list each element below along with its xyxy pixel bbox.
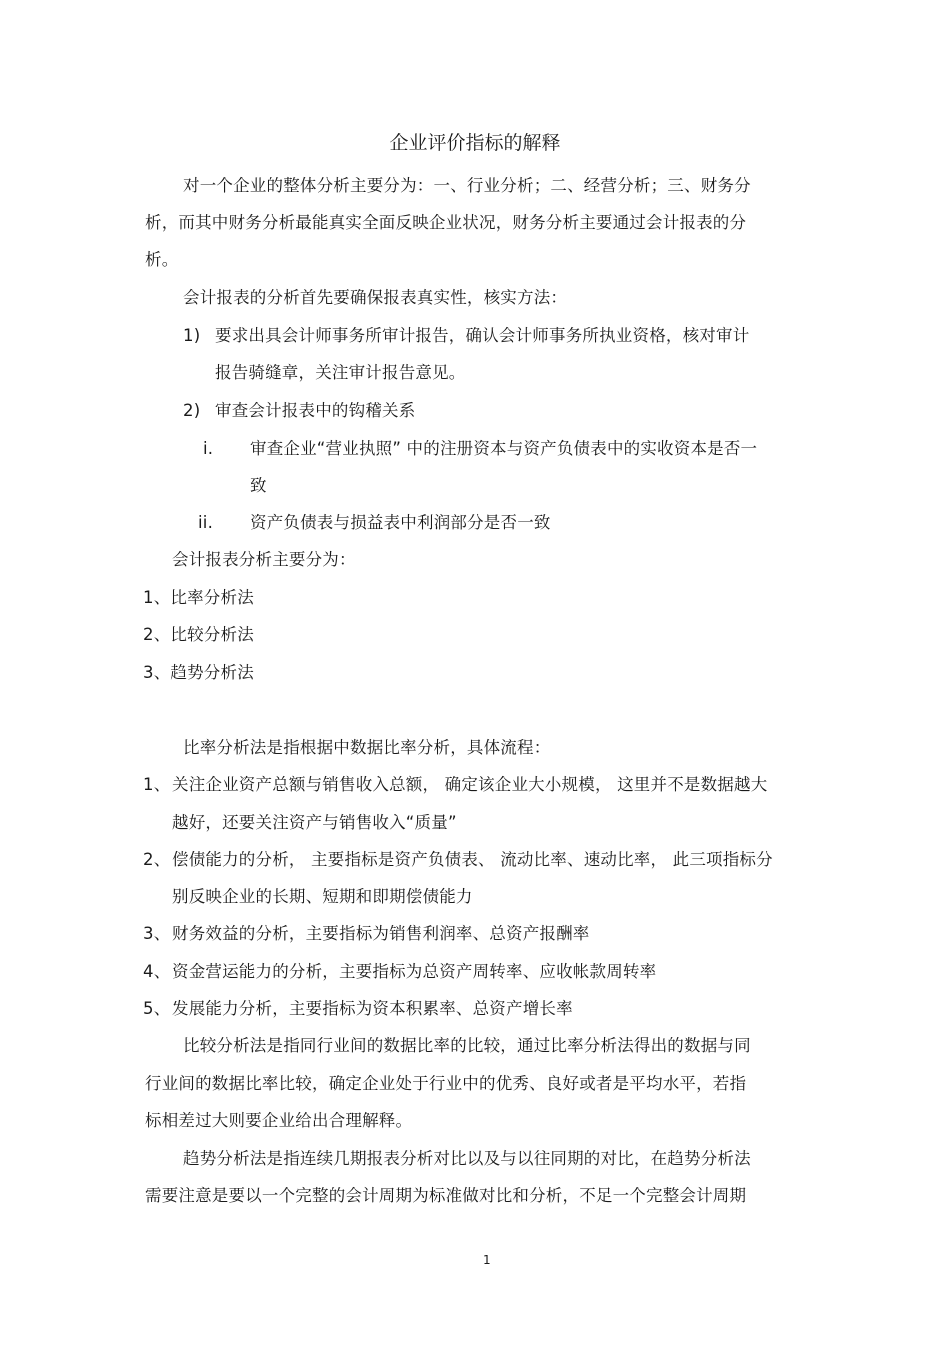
ratio-heading: 比率分析法是指根据中数据比率分析，具体流程： (183, 738, 551, 757)
intro-line-2: 析，而其中财务分析最能真实全面反映企业状况，财务分析主要通过会计报表的分 (145, 213, 747, 232)
ratio-item-4-number: 4、 (143, 962, 171, 981)
verify-item-2-line-1: 审查会计报表中的钩稽关系 (215, 401, 416, 420)
sub-item-2-line-1: 资产负债表与损益表中利润部分是否一致 (250, 513, 551, 532)
compare-line-1: 比较分析法是指同行业间的数据比率的比较，通过比率分析法得出的数据与同 (183, 1036, 751, 1055)
verify-item-1-line-1: 要求出具会计师事务所审计报告，确认会计师事务所执业资格，核对审计 (215, 326, 750, 345)
method-item-1: 1、比率分析法 (143, 588, 254, 607)
ratio-item-1-line-2: 越好，还要关注资产与销售收入“质量” (172, 813, 457, 832)
ratio-item-2-line-1: 偿债能力的分析， 主要指标是资产负债表、 流动比率、速动比率， 此三项指标分 (172, 850, 773, 869)
ratio-item-4-line-1: 资金营运能力的分析，主要指标为总资产周转率、应收帐款周转率 (172, 962, 657, 981)
verify-item-1-number: 1) (183, 326, 201, 345)
ratio-item-1-line-1: 关注企业资产总额与销售收入总额， 确定该企业大小规模， 这里并不是数据越大 (172, 775, 768, 794)
document-title: 企业评价指标的解释 (389, 132, 561, 154)
ratio-item-2-number: 2、 (143, 850, 171, 869)
trend-line-2: 需要注意是要以一个完整的会计周期为标准做对比和分析，不足一个完整会计周期 (145, 1186, 747, 1205)
sub-item-1-number: i. (203, 439, 214, 458)
sub-item-1-line-2: 致 (250, 476, 267, 495)
ratio-item-2-line-2: 别反映企业的长期、短期和即期偿债能力 (172, 887, 473, 906)
trend-line-1: 趋势分析法是指连续几期报表分析对比以及与以往同期的对比，在趋势分析法 (183, 1149, 751, 1168)
ratio-item-5-number: 5、 (143, 999, 171, 1018)
sub-item-1-line-1: 审查企业“营业执照” 中的注册资本与资产负债表中的实收资本是否一 (250, 439, 758, 458)
verify-heading: 会计报表的分析首先要确保报表真实性，核实方法： (183, 288, 568, 307)
intro-line-1: 对一个企业的整体分析主要分为：一、行业分析；二、经营分析；三、财务分 (183, 176, 751, 195)
ratio-item-5-line-1: 发展能力分析，主要指标为资本积累率、总资产增长率 (172, 999, 573, 1018)
verify-item-1-line-2: 报告骑缝章，关注审计报告意见。 (215, 363, 466, 382)
ratio-item-3-number: 3、 (143, 924, 171, 943)
sub-item-2-number: ii. (198, 513, 214, 532)
compare-line-2: 行业间的数据比率比较，确定企业处于行业中的优秀、良好或者是平均水平，若指 (145, 1074, 747, 1093)
method-item-2: 2、比较分析法 (143, 625, 254, 644)
methods-heading: 会计报表分析主要分为： (172, 550, 356, 569)
intro-line-3: 析。 (145, 250, 179, 269)
compare-line-3: 标相差过大则要企业给出合理解释。 (145, 1111, 413, 1130)
ratio-item-3-line-1: 财务效益的分析，主要指标为销售利润率、总资产报酬率 (172, 924, 590, 943)
verify-item-2-number: 2) (183, 401, 201, 420)
ratio-item-1-number: 1、 (143, 775, 171, 794)
method-item-3: 3、趋势分析法 (143, 663, 254, 682)
page-number: 1 (483, 1253, 491, 1267)
